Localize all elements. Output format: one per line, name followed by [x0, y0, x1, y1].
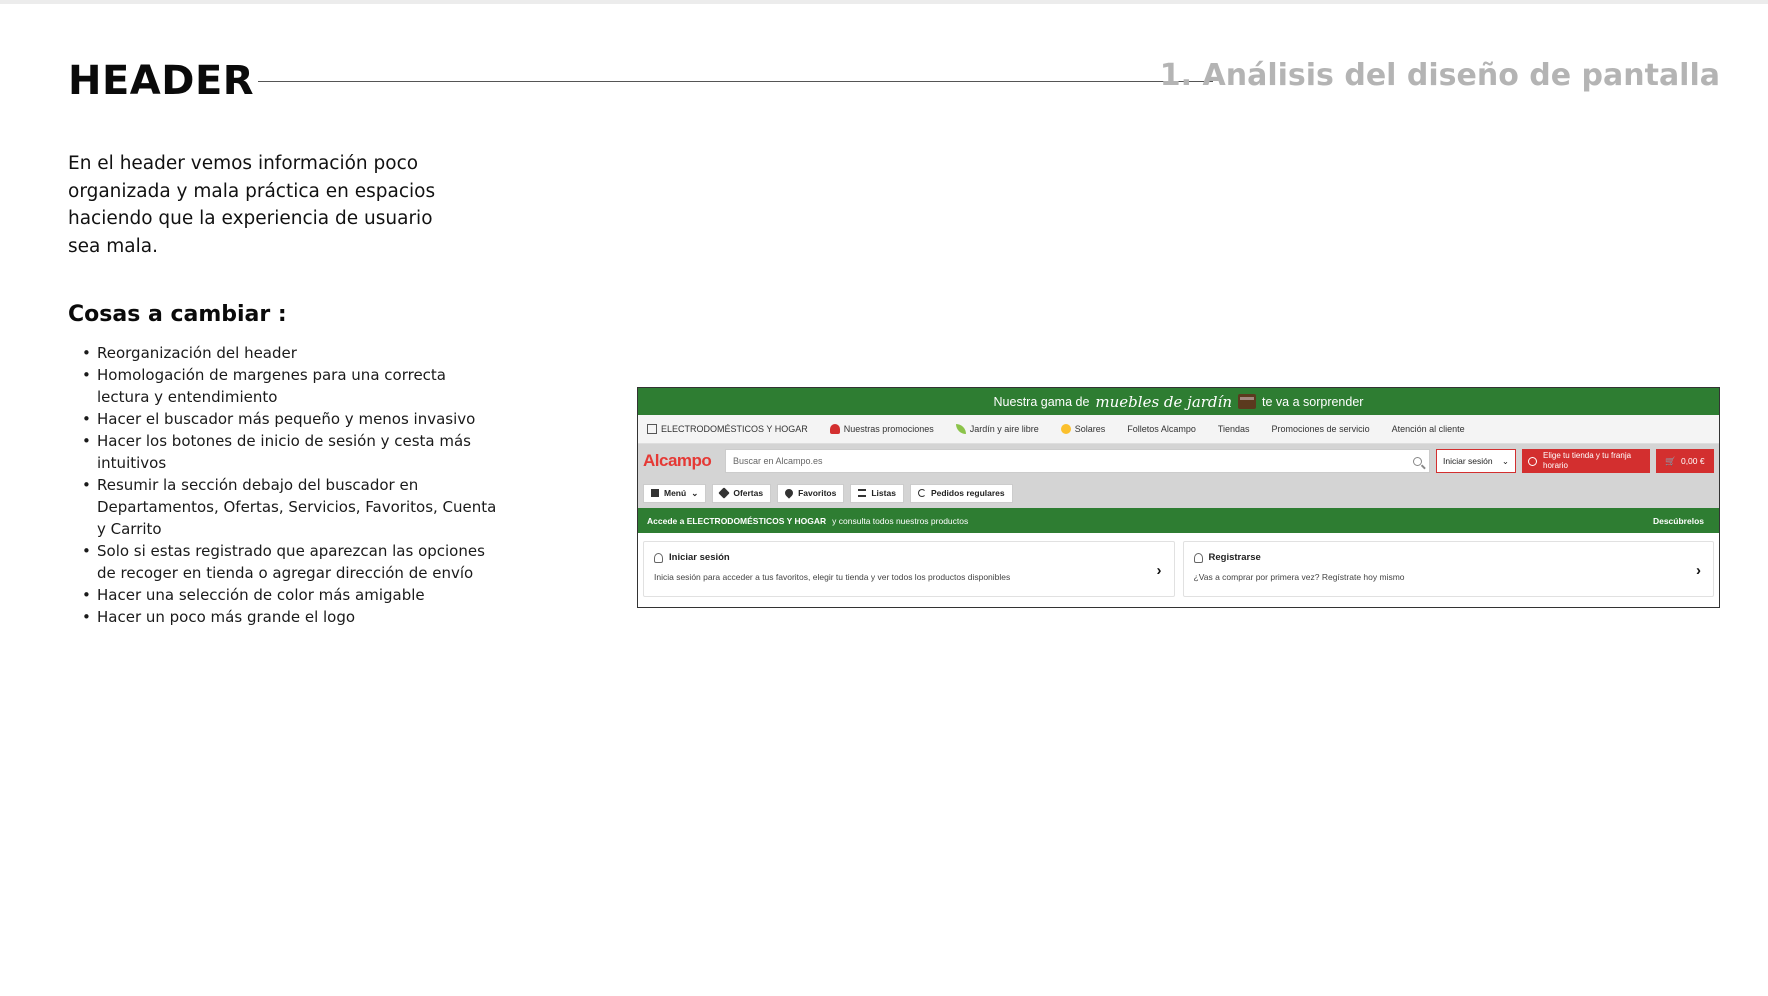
card-description: ¿Vas a comprar por primera vez? Regístrate hoy mismo	[1193, 572, 1405, 582]
store-label: Elige tu tienda y tu franja horario	[1543, 451, 1632, 470]
cart-icon: 🛒	[1665, 455, 1676, 466]
menu-button[interactable]	[643, 484, 706, 503]
user-add-icon	[1194, 553, 1203, 563]
heart-icon	[783, 487, 794, 498]
slide-title: HEADER	[68, 58, 255, 104]
search-icon[interactable]	[1413, 457, 1422, 466]
section-label: 1. Análisis del diseño de pantalla	[1159, 58, 1720, 93]
login-button[interactable]	[1436, 449, 1516, 473]
refresh-icon	[918, 489, 926, 497]
cart-button[interactable]	[1656, 449, 1714, 473]
list-icon	[858, 489, 866, 497]
promo-strip[interactable]	[638, 508, 1719, 533]
pedidos-regulares-button[interactable]	[910, 484, 1013, 503]
card-title-text: Iniciar sesión	[669, 552, 730, 563]
alcampo-logo[interactable]: Alcampo	[643, 451, 712, 470]
grid-icon	[651, 489, 659, 497]
chip-label: Listas	[871, 488, 896, 498]
card-description: Inicia sesión para acceder a tus favoritos, elegir tu tienda y ver todos los productos disponibles	[654, 572, 1011, 582]
clock-icon	[1528, 457, 1537, 466]
nav-item-promociones-servicio[interactable]	[1272, 424, 1370, 434]
nav-item-label: Atención al cliente	[1391, 424, 1465, 434]
cart-total: 0,00 €	[1680, 456, 1705, 466]
change-item: • Hacer los botones de inicio de sesión y cesta más intuitivos	[82, 430, 502, 474]
appliance-icon	[647, 424, 657, 434]
chevron-right-icon: ›	[1696, 562, 1701, 579]
chip-label: Favoritos	[798, 488, 837, 498]
nav-item-label: Tiendas	[1217, 424, 1250, 434]
register-card[interactable]	[1183, 541, 1715, 597]
account-cards	[638, 533, 1719, 603]
card-title	[1194, 552, 1704, 563]
category-bar	[638, 478, 1719, 508]
change-item: • Hacer una selección de color más amigable	[82, 584, 502, 606]
leaf-icon	[956, 424, 966, 434]
search-placeholder: Buscar en Alcampo.es	[733, 456, 823, 466]
chip-label: Ofertas	[733, 488, 764, 498]
ofertas-button[interactable]	[712, 484, 771, 503]
search-input[interactable]	[725, 449, 1430, 473]
title-divider	[258, 81, 1213, 82]
top-navigation	[638, 415, 1719, 444]
chevron-down-icon: ⌄	[691, 487, 699, 498]
strip-bold-text: Accede a ELECTRODOMÉSTICOS Y HOGAR	[647, 515, 827, 526]
nav-item-atencion-cliente[interactable]	[1392, 424, 1465, 434]
nav-item-folletos[interactable]	[1127, 424, 1196, 434]
card-title-text: Registrarse	[1208, 552, 1261, 563]
strip-regular-text: y consulta todos nuestros productos	[832, 515, 969, 526]
banner-text-before: Nuestra gama de	[993, 394, 1090, 409]
sun-icon	[1061, 424, 1071, 434]
garden-furniture-icon	[1238, 394, 1256, 409]
changes-heading: Cosas a cambiar :	[68, 302, 287, 327]
chip-label: Pedidos regulares	[930, 488, 1005, 498]
strip-link[interactable]: Descúbrelos	[1652, 515, 1704, 526]
login-label: Iniciar sesión	[1443, 456, 1493, 466]
promo-person-icon	[830, 424, 840, 434]
chevron-down-icon: ⌄	[1501, 455, 1509, 466]
listas-button[interactable]	[850, 484, 904, 503]
store-select-button[interactable]	[1522, 449, 1650, 473]
nav-item-label: Folletos Alcampo	[1127, 424, 1196, 434]
user-icon	[654, 553, 663, 563]
strip-text	[647, 516, 968, 526]
top-border	[0, 0, 1768, 4]
nav-item-label: ELECTRODOMÉSTICOS Y HOGAR	[661, 424, 808, 434]
change-item: • Homologación de margenes para una correcta lectura y entendimiento	[82, 364, 502, 408]
nav-item-solares[interactable]	[1061, 424, 1106, 434]
chevron-right-icon: ›	[1156, 562, 1162, 579]
chip-label: Menú	[664, 488, 687, 498]
nav-item-tiendas[interactable]	[1218, 424, 1250, 434]
nav-item-label: Nuestras promociones	[843, 424, 934, 434]
banner-script-text: muebles de jardín	[1095, 392, 1232, 411]
search-bar-row	[638, 444, 1719, 478]
tag-icon	[719, 487, 730, 498]
alcampo-header-screenshot	[637, 387, 1720, 608]
favoritos-button[interactable]	[777, 484, 844, 503]
change-item: • Solo si estas registrado que aparezcan las opciones de recoger en tienda o agregar dirección de envío	[82, 540, 502, 584]
banner-text-after: te va a sorprender	[1262, 394, 1364, 409]
promo-banner[interactable]	[638, 388, 1719, 415]
changes-list	[82, 342, 502, 628]
change-item: • Hacer un poco más grande el logo	[82, 606, 502, 628]
nav-item-jardin[interactable]	[956, 424, 1039, 434]
intro-paragraph: En el header vemos información poco organizada y mala práctica en espacios haciendo que la experiencia de usuario sea mala.	[68, 153, 436, 257]
nav-item-label: Jardín y aire libre	[969, 424, 1039, 434]
change-item: • Hacer el buscador más pequeño y menos invasivo	[82, 408, 502, 430]
login-card[interactable]	[643, 541, 1175, 597]
change-item: • Resumir la sección debajo del buscador en Departamentos, Ofertas, Servicios, Favoritos, Cuenta y Carrito	[82, 474, 502, 540]
nav-item-promociones[interactable]	[830, 424, 934, 434]
nav-item-label: Promociones de servicio	[1271, 424, 1370, 434]
nav-item-label: Solares	[1074, 424, 1106, 434]
card-title	[654, 552, 1164, 563]
nav-item-electrodomesticos[interactable]	[647, 424, 808, 434]
change-item: • Reorganización del header	[82, 342, 502, 364]
